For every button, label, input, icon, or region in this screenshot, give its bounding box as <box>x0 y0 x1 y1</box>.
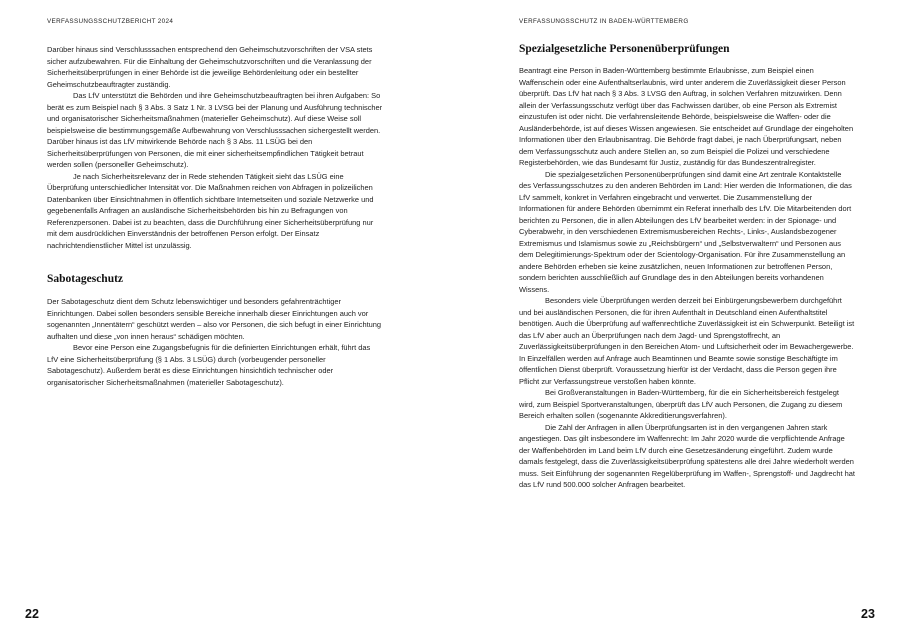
section-heading: Spezialgesetzliche Personenüberprüfungen <box>519 43 730 55</box>
body-paragraph: Besonders viele Überprüfungen werden derzeit bei Einbürgerungsbewerbern durchgeführt und bei ausländischen Personen, die für ihren Aufenthalt in Deutschland einen Aufenthaltstitel benötigen. Auch die Überprüfung auf waffenrechtliche Zuverlässigkeit ist ein Schwerpunkt. Beteiligt ist das LfV aber auch an Überprüfungen nach dem Jagd- und Sprengstoffrecht, an Zuverlässigkeitsüberprüfungen in den Bereichen Atom- und Luftsicherheit oder im Bewachergewerbe. In Einzelfällen werden auf Anfrage auch Beamtinnen und Beamte sowie sonstige Beschäftigte im öffentlichen Dienst überprüft. Voraussetzung hierfür ist der Verdacht, dass die Person gegen ihre Pflicht zur Verfassungstreue verstoßen haben könnte. <box>519 296 855 386</box>
running-head: VERFASSUNGSSCHUTZBERICHT 2024 <box>47 18 174 25</box>
page-number: 23 <box>861 607 875 621</box>
running-head: VERFASSUNGSSCHUTZ IN BADEN-WÜRTTEMBERG <box>519 18 689 25</box>
section-heading: Sabotageschutz <box>47 273 124 285</box>
body-paragraph: Je nach Sicherheitsrelevanz der in Rede stehenden Tätigkeit sieht das LSÜG eine Überprüfung unterschiedlicher Intensität vor. Die Maßnahmen reichen von Abfragen in polizeilichen Datenbanken über Einsichtnahmen in öffentlich sichtbare Internetseiten und soziale Netzwerke und gegebenenfalls Anfragen an ausländische Sicherheitsbehörden bis hin zu Befragungen von Referenzpersonen. Dabei ist zu beachten, dass die Durchführung einer Sicherheitsüberprüfung nur mit dem ausdrücklichen Einverständnis der betroffenen Person erfolgt. Der Einsatz nachrichtendienstlicher Mittel ist unzulässig. <box>47 171 374 250</box>
body-paragraph: Das LfV unterstützt die Behörden und ihre Geheimschutzbeauftragten bei ihren Aufgaben: So berät es zum Beispiel nach § 3 Abs. 3 Satz 1 Nr. 3 LVSG bei der Planung und Ausführung technischer und organisatorischer Sicherheitsmaßnahmen (materieller Geheimschutz). Auf diese Weise soll beispielsweise die bestimmungsgemäße Aufbewahrung von Verschlusssachen sichergestellt werden. Darüber hinaus ist das LfV mitwirkende Behörde nach § 3 Abs. 11 LSÜG bei den Sicherheitsüberprüfungen von Personen, die mit einer sicherheitsempfindlichen Tätigkeit betraut werden sollen (personeller Geheimschutz). <box>47 91 383 169</box>
body-paragraph: Darüber hinaus sind Verschlusssachen entsprechend den Geheimschutzvorschriften der VSA stets sicher aufzubewahren. Für die Einhaltung der Geheimschutzvorschriften und die Veranlassung der Sicherheitsüberprüfungen in einer Behörde ist die jeweilige Behördenleitung oder ein bestellter Geheimschutzbeauftragter zuständig. <box>47 45 373 89</box>
right-page <box>450 0 900 636</box>
text-column <box>519 42 855 491</box>
body-paragraph: Bei Großveranstaltungen in Baden-Württemberg, für die ein Sicherheitsbereich festgelegt wird, zum Beispiel Sportveranstaltungen, überprüft das LfV auch Personen, die Zugang zu diesem Bereich erhalten sollen (sogenannte Akkreditierungsverfahren). <box>519 388 843 420</box>
body-paragraph: Die spezialgesetzlichen Personenüberprüfungen sind damit eine Art zentrale Kontaktstelle des Verfassungsschutzes zu den anderen Behörden im Land: Hier werden die Informationen, die das LfV sammelt, konkret in Verfahren eingebracht und verwertet. Die Zusammenstellung der Informationen für andere Behörden übernimmt ein Referat innerhalb des LfV. Die Mitarbeitenden dort berichten zu Personen, die in allen Abteilungen des LfV bearbeitet werden: in der Spionage- und Cyberabwehr, in den verschiedenen Extremismusbereichen Rechts-, Links-, Auslandsbezogener Extremismus und Islamismus sowie zu „Reichsbürgern“ und „Selbstverwaltern“ und Personen aus dem Delegitimierungs-Spektrum oder der Scientology-Organisation. Für ihre Zusammenstellung an andere Behörden erheben sie keine zusätzlichen, neuen Informationen zur betroffenen Person, sondern berichten ausschließlich auf Grundlage des in den Abteilungen bereits vorhandenen Wissens. <box>519 169 852 294</box>
body-paragraph: Der Sabotageschutz dient dem Schutz lebenswichtiger und besonders gefahrenträchtiger Einrichtungen. Dabei sollen besonders sensible Bereiche innerhalb dieser Einrichtungen auch vor sogenannten „Innentätern“ geschützt werden – also vor Personen, die sich befugt in einer Einrichtung aufhalten und diese „von innen heraus“ schädigen möchten. <box>47 297 382 341</box>
body-paragraph: Bevor eine Person eine Zugangsbefugnis für die definierten Einrichtungen erhält, führt das LfV eine Sicherheitsüberprüfung (§ 1 Abs. 3 LSÜG) durch (vorbeugender personeller Sabotageschutz). Außerdem berät es diese Einrichtungen hinsichtlich technischer oder organisatorischer Sicherheitsmaßnahmen (materieller Sabotageschutz). <box>47 343 371 387</box>
body-paragraph: Die Zahl der Anfragen in allen Überprüfungsarten ist in den vergangenen Jahren stark angestiegen. Das gilt insbesondere im Waffenrecht: Im Jahr 2020 wurde die verpflichtende Anfrage der Waffenbehörden im Land beim LfV durch eine Gesetzesänderung eingeführt. Zudem wurde damals festgelegt, dass die Zuverlässigkeitsüberprüfung spätestens alle drei Jahre wiederholt werden muss. Seit Einführung der sogenannten Regelüberprüfung im Waffen-, Sprengstoff- und Jagdrecht hat das LfV rund 500.000 solcher Anfragen bearbeitet. <box>519 422 855 489</box>
page-number: 22 <box>25 607 39 621</box>
body-paragraph: Beantragt eine Person in Baden-Württemberg bestimmte Erlaubnisse, zum Beispiel einen Waffenschein oder eine Aufenthaltserlaubnis, wird unter anderem die Zuverlässigkeit dieser Person überprüft. Das LfV hat nach § 3 Abs. 3 LVSG den Auftrag, in solchen Verfahren mitzuwirken. Denn allein der Verfassungsschutz verfügt über das Fachwissen darüber, ob eine Person als Extremist einzustufen ist oder nicht. Die verfahrensleitende Behörde, beispielsweise die Waffen- oder die Ausländerbehörde, ist auf dieses Wissen angewiesen. Sie entscheidet auf Grundlage der eingeholten Informationen über den Erlaubnisantrag. Die Behörde fragt dabei, je nach Überprüfungsart, neben dem Verfassungsschutz auch andere Stellen an, so zum Beispiel die Polizei und verschiedene Registerbehörden, wie das Bundesamt für Justiz, zuständig für das Bundeszentralregister. <box>519 66 854 167</box>
text-column <box>47 44 383 388</box>
